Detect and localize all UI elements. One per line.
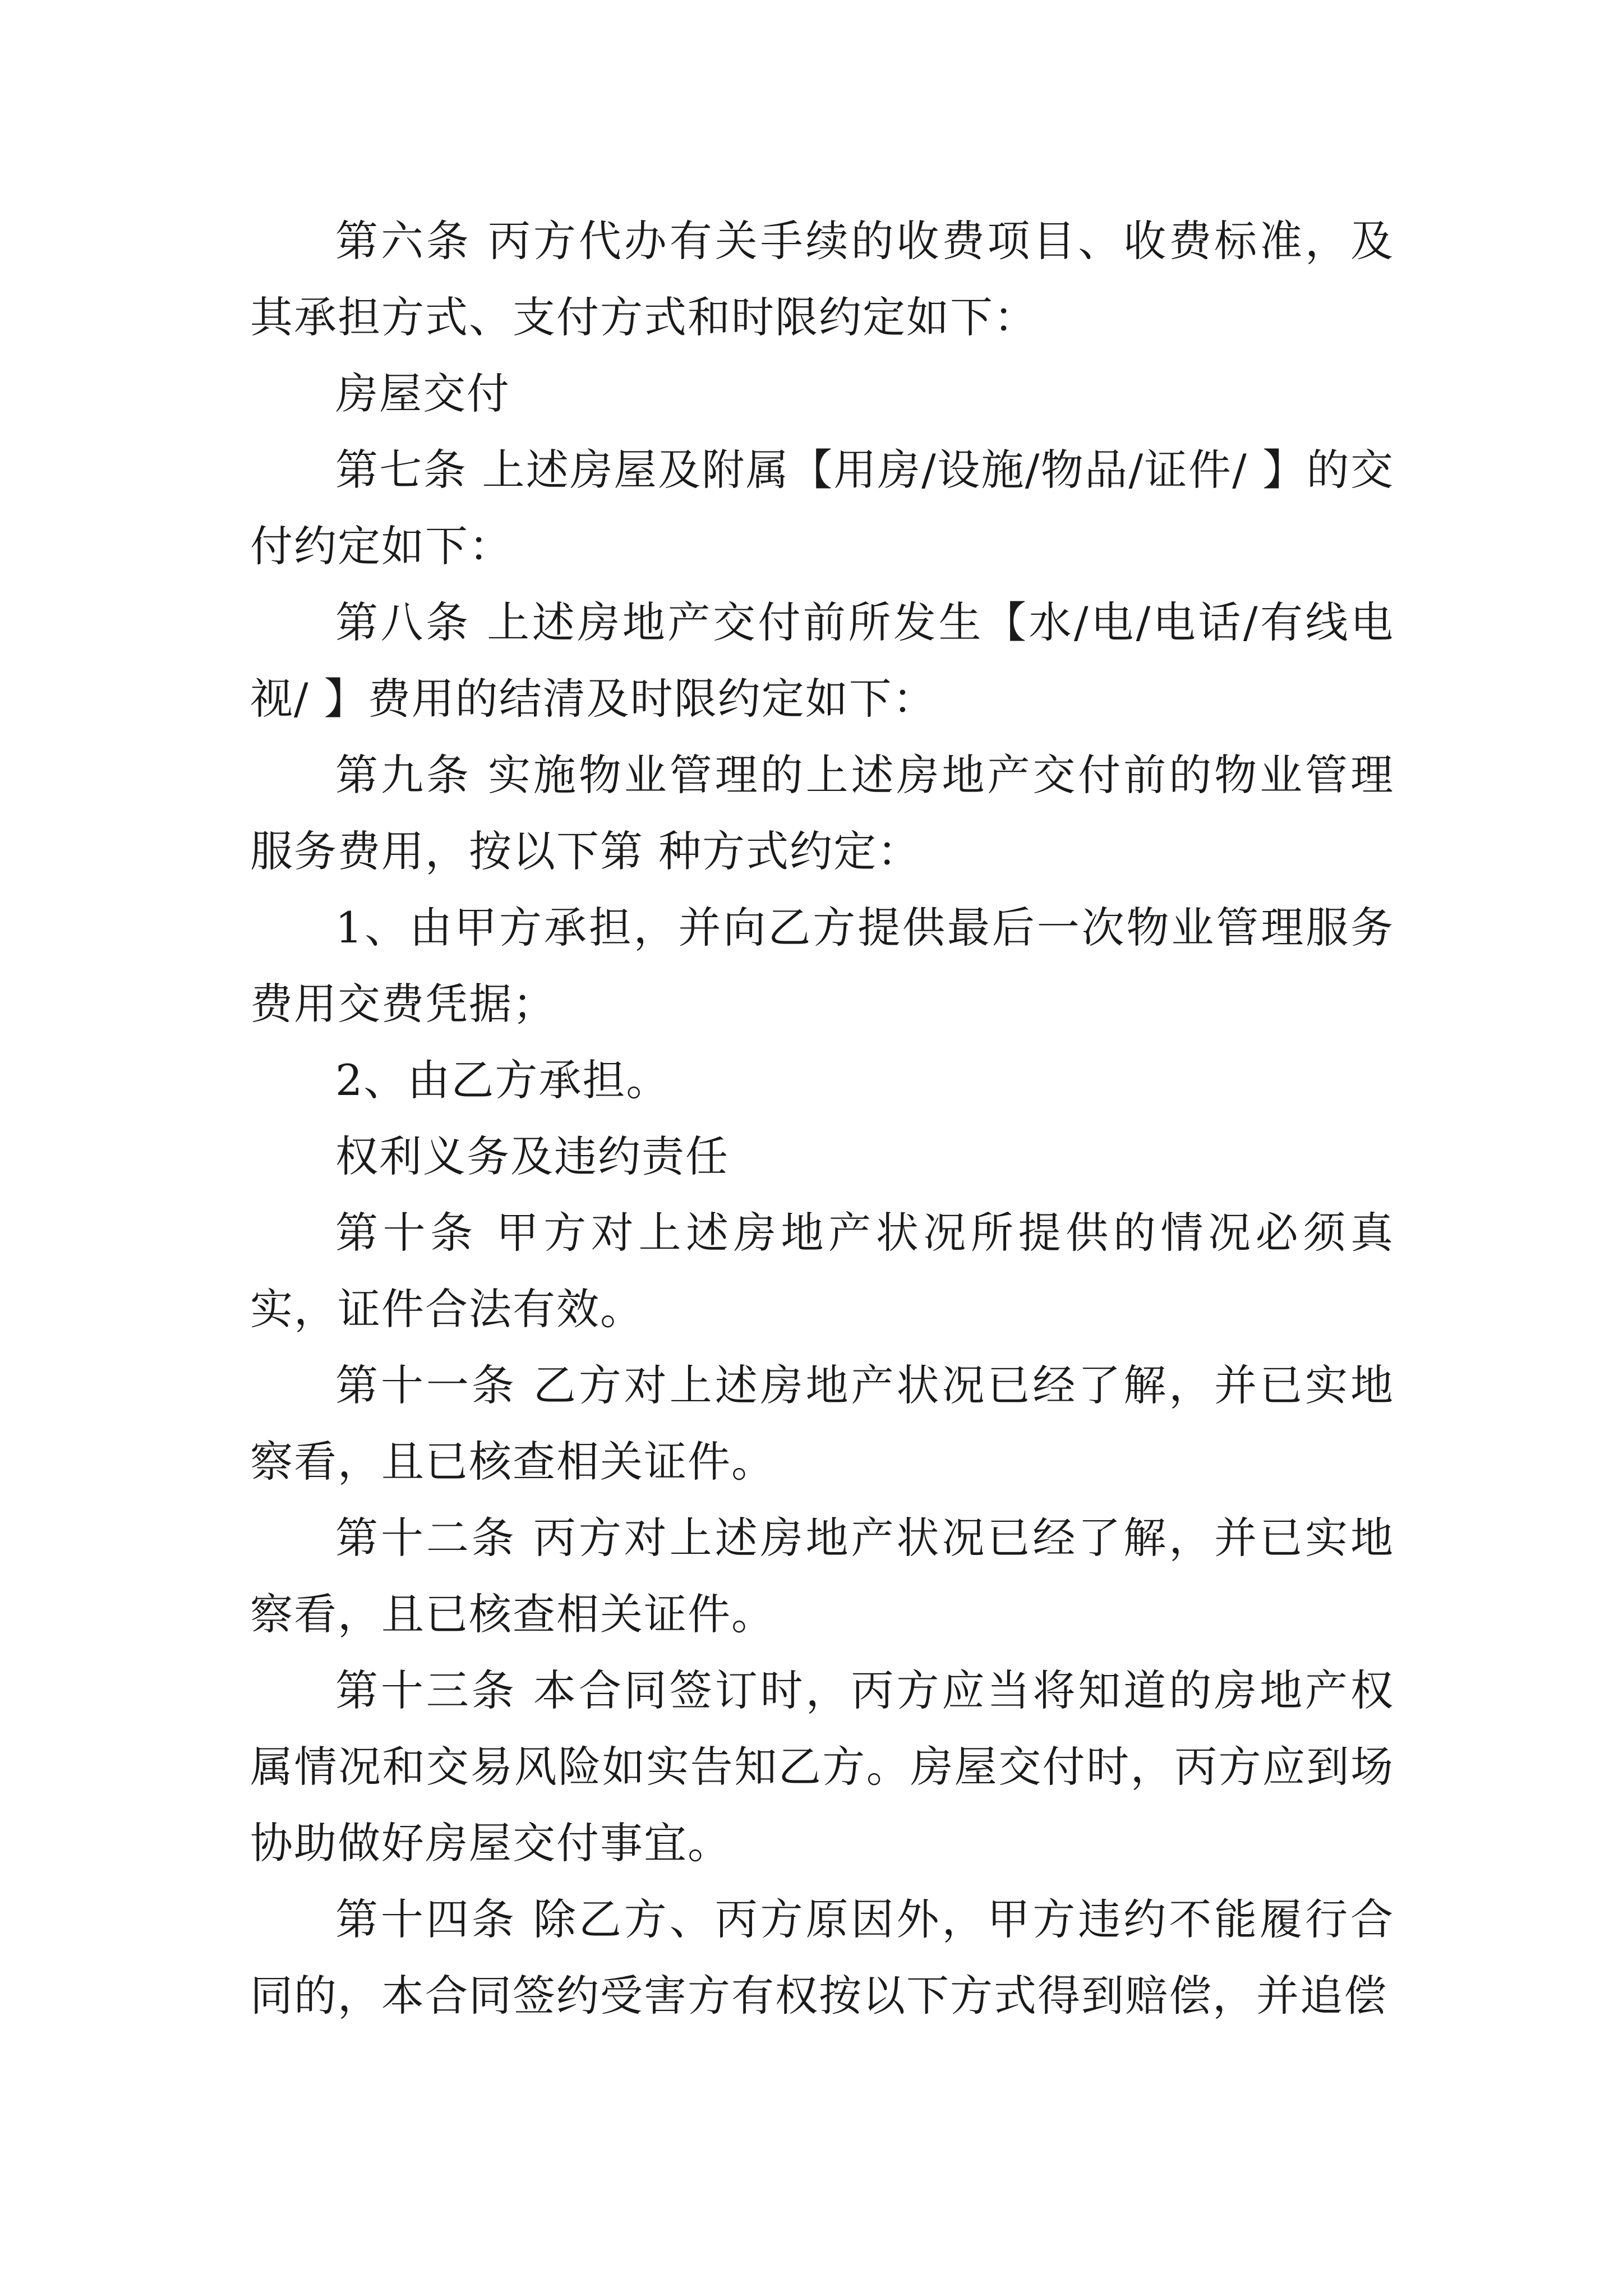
clause-8: 第八条 上述房地产交付前所发生【水/电/电话/有线电视/ 】费用的结清及时限约定如下： [250, 597, 1394, 724]
document-body [250, 203, 1394, 2034]
clause-14: 第十四条 除乙方、丙方原因外，甲方违约不能履行合同的，本合同签约受害方有权按以下方式得到赔偿，并追偿 [250, 1894, 1394, 2021]
clause-7: 第七条 上述房屋及附属【用房/设施/物品/证件/ 】的交付约定如下： [250, 445, 1394, 571]
clause-12: 第十二条 丙方对上述房地产状况已经了解，并已实地察看，且已核查相关证件。 [250, 1513, 1394, 1639]
section-heading-rights-obligations: 权利义务及违约责任 [335, 1131, 729, 1181]
clause-9-option-2: 2、由乙方承担。 [335, 1055, 670, 1105]
clause-9-option-1: 1、由甲方承担，并向乙方提供最后一次物业管理服务费用交费凭据； [250, 903, 1394, 1029]
section-heading-house-delivery: 房屋交付 [335, 369, 510, 418]
clause-13: 第十三条 本合同签订时，丙方应当将知道的房地产权属情况和交易风险如实告知乙方。房屋交付时，丙方应到场协助做好房屋交付事宜。 [250, 1665, 1394, 1868]
clause-11: 第十一条 乙方对上述房地产状况已经了解，并已实地察看，且已核查相关证件。 [250, 1360, 1394, 1487]
clause-9: 第九条 实施物业管理的上述房地产交付前的物业管理服务费用，按以下第 种方式约定： [250, 750, 1394, 876]
clause-10: 第十条 甲方对上述房地产状况所提供的情况必须真实，证件合法有效。 [250, 1208, 1394, 1334]
clause-6: 第六条 丙方代办有关手续的收费项目、收费标准，及其承担方式、支付方式和时限约定如下： [250, 216, 1394, 342]
